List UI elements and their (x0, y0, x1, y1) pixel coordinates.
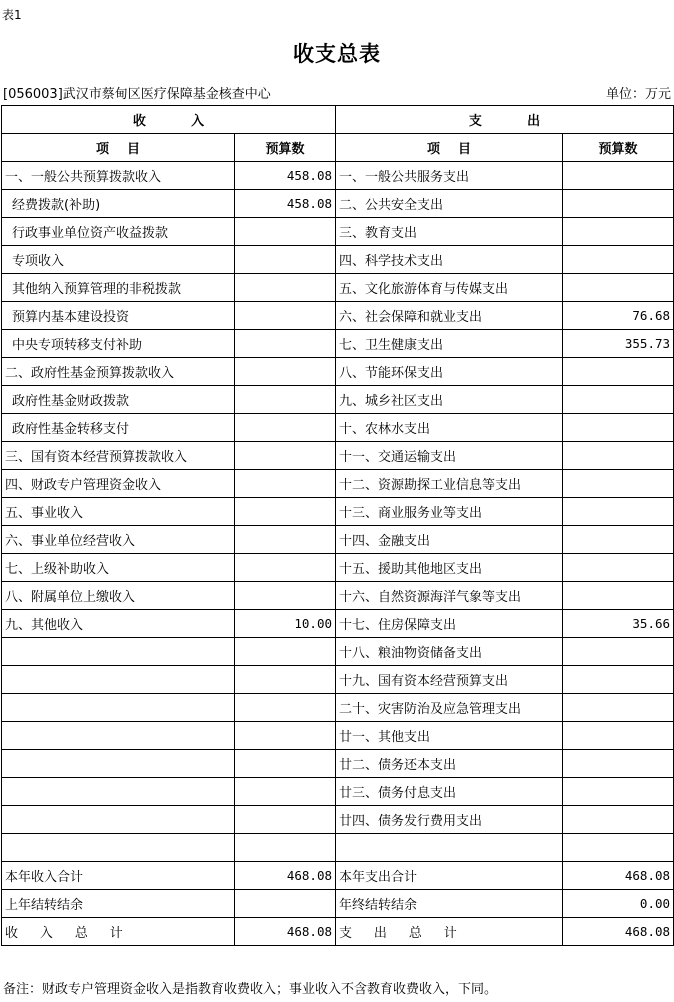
income-amount-cell (235, 526, 336, 554)
expense-amount-cell (563, 358, 674, 386)
expense-header: 支 出 (336, 106, 674, 134)
expense-item-cell: 四、科学技术支出 (336, 246, 563, 274)
income-budget-header: 预算数 (235, 134, 336, 162)
table-row (2, 162, 674, 190)
expense-amount-cell (563, 274, 674, 302)
table-row (2, 638, 674, 666)
table-row (2, 358, 674, 386)
expense-amount-cell (563, 806, 674, 834)
expense-item-cell: 七、卫生健康支出 (336, 330, 563, 358)
income-item-cell: 七、上级补助收入 (2, 554, 235, 582)
expense-item-cell: 六、社会保障和就业支出 (336, 302, 563, 330)
table-row (2, 890, 674, 918)
footnote: 备注：财政专户管理资金收入是指教育收费收入；事业收入不含教育收费收入，下同。 (3, 982, 498, 997)
income-amount-cell (235, 750, 336, 778)
expense-amount-cell: 76.68 (563, 302, 674, 330)
budget-summary-table (1, 105, 674, 946)
expense-amount-cell (563, 218, 674, 246)
expense-amount-cell (563, 694, 674, 722)
income-item-header: 项 目 (2, 134, 235, 162)
income-amount-cell (235, 778, 336, 806)
table-row (2, 750, 674, 778)
income-amount-cell (235, 554, 336, 582)
income-item-cell: 二、政府性基金预算拨款收入 (2, 358, 235, 386)
income-amount-cell (235, 806, 336, 834)
income-amount-cell: 10.00 (235, 610, 336, 638)
expense-amount-cell (563, 246, 674, 274)
expense-amount-cell (563, 442, 674, 470)
header-row-sections (2, 106, 674, 134)
table-row (2, 246, 674, 274)
expense-item-cell: 十二、资源勘探工业信息等支出 (336, 470, 563, 498)
income-item-cell: 行政事业单位资产收益拨款 (2, 218, 235, 246)
income-amount-cell (235, 666, 336, 694)
table-row (2, 834, 674, 862)
expense-amount-cell: 468.08 (563, 862, 674, 890)
expense-item-cell: 本年支出合计 (336, 862, 563, 890)
income-item-cell (2, 666, 235, 694)
expense-item-cell: 十四、金融支出 (336, 526, 563, 554)
table-row (2, 778, 674, 806)
page-title: 收支总表 (293, 41, 381, 66)
expense-item-cell: 一、一般公共服务支出 (336, 162, 563, 190)
income-item-cell: 一、一般公共预算拨款收入 (2, 162, 235, 190)
expense-item-cell: 十八、粮油物资储备支出 (336, 638, 563, 666)
table-row (2, 302, 674, 330)
income-amount-cell (235, 302, 336, 330)
expense-item-cell: 十一、交通运输支出 (336, 442, 563, 470)
table-row (2, 442, 674, 470)
income-item-cell: 上年结转结余 (2, 890, 235, 918)
expense-amount-cell (563, 778, 674, 806)
table-row (2, 806, 674, 834)
income-item-cell: 收 入 总 计 (2, 918, 235, 946)
income-item-cell: 其他纳入预算管理的非税拨款 (2, 274, 235, 302)
income-item-cell: 政府性基金转移支付 (2, 414, 235, 442)
income-item-cell: 四、财政专户管理资金收入 (2, 470, 235, 498)
income-item-cell: 九、其他收入 (2, 610, 235, 638)
income-amount-cell: 458.08 (235, 162, 336, 190)
expense-item-cell: 八、节能环保支出 (336, 358, 563, 386)
expense-item-cell: 十五、援助其他地区支出 (336, 554, 563, 582)
table-row (2, 274, 674, 302)
income-item-cell: 本年收入合计 (2, 862, 235, 890)
expense-amount-cell (563, 470, 674, 498)
income-item-cell (2, 722, 235, 750)
income-amount-cell (235, 582, 336, 610)
income-item-cell: 五、事业收入 (2, 498, 235, 526)
income-item-cell: 政府性基金财政拨款 (2, 386, 235, 414)
income-item-cell: 中央专项转移支付补助 (2, 330, 235, 358)
income-item-cell (2, 694, 235, 722)
expense-amount-cell (563, 162, 674, 190)
income-amount-cell (235, 358, 336, 386)
expense-amount-cell: 355.73 (563, 330, 674, 358)
expense-item-cell (336, 834, 563, 862)
expense-item-cell: 十七、住房保障支出 (336, 610, 563, 638)
table-row (2, 722, 674, 750)
table-row (2, 694, 674, 722)
header-row-columns (2, 134, 674, 162)
expense-amount-cell (563, 666, 674, 694)
expense-item-header: 项 目 (336, 134, 563, 162)
unit-label: 单位：万元 (605, 87, 671, 102)
table-row (2, 330, 674, 358)
income-amount-cell (235, 274, 336, 302)
expense-item-cell: 二、公共安全支出 (336, 190, 563, 218)
expense-amount-cell: 468.08 (563, 918, 674, 946)
expense-amount-cell (563, 386, 674, 414)
expense-item-cell: 二十、灾害防治及应急管理支出 (336, 694, 563, 722)
income-amount-cell (235, 470, 336, 498)
expense-amount-cell: 0.00 (563, 890, 674, 918)
table-row (2, 498, 674, 526)
expense-item-cell: 廿二、债务还本支出 (336, 750, 563, 778)
table-label: 表1 (2, 8, 22, 22)
income-amount-cell (235, 694, 336, 722)
income-amount-cell (235, 638, 336, 666)
table-row (2, 666, 674, 694)
expense-amount-cell (563, 526, 674, 554)
expense-item-cell: 十九、国有资本经营预算支出 (336, 666, 563, 694)
expense-amount-cell (563, 750, 674, 778)
income-amount-cell (235, 246, 336, 274)
income-amount-cell (235, 442, 336, 470)
expense-item-cell: 三、教育支出 (336, 218, 563, 246)
income-item-cell (2, 806, 235, 834)
income-amount-cell (235, 498, 336, 526)
expense-amount-cell (563, 834, 674, 862)
income-amount-cell (235, 890, 336, 918)
income-item-cell: 经费拨款(补助) (2, 190, 235, 218)
income-item-cell: 专项收入 (2, 246, 235, 274)
expense-item-cell: 廿三、债务付息支出 (336, 778, 563, 806)
table-row (2, 554, 674, 582)
income-amount-cell (235, 834, 336, 862)
unit-name: [056003]武汉市蔡甸区医疗保障基金核查中心 (3, 87, 271, 102)
table-row (2, 862, 674, 890)
income-item-cell (2, 750, 235, 778)
expense-item-cell: 年终结转结余 (336, 890, 563, 918)
table-row (2, 582, 674, 610)
expense-budget-header: 预算数 (563, 134, 674, 162)
expense-amount-cell: 35.66 (563, 610, 674, 638)
income-amount-cell (235, 722, 336, 750)
table-row (2, 526, 674, 554)
income-item-cell: 八、附属单位上缴收入 (2, 582, 235, 610)
expense-item-cell: 五、文化旅游体育与传媒支出 (336, 274, 563, 302)
income-amount-cell (235, 330, 336, 358)
income-amount-cell (235, 414, 336, 442)
table-row (2, 610, 674, 638)
table-row (2, 218, 674, 246)
table-row (2, 386, 674, 414)
table-row (2, 414, 674, 442)
income-amount-cell: 468.08 (235, 918, 336, 946)
income-amount-cell: 458.08 (235, 190, 336, 218)
expense-amount-cell (563, 414, 674, 442)
expense-amount-cell (563, 638, 674, 666)
table-row (2, 470, 674, 498)
income-item-cell (2, 638, 235, 666)
expense-amount-cell (563, 498, 674, 526)
expense-item-cell: 十、农林水支出 (336, 414, 563, 442)
expense-item-cell: 支 出 总 计 (336, 918, 563, 946)
income-item-cell: 预算内基本建设投资 (2, 302, 235, 330)
income-item-cell (2, 778, 235, 806)
income-amount-cell (235, 218, 336, 246)
expense-amount-cell (563, 722, 674, 750)
income-item-cell: 三、国有资本经营预算拨款收入 (2, 442, 235, 470)
income-amount-cell: 468.08 (235, 862, 336, 890)
expense-amount-cell (563, 190, 674, 218)
expense-amount-cell (563, 554, 674, 582)
income-item-cell (2, 834, 235, 862)
expense-item-cell: 廿四、债务发行费用支出 (336, 806, 563, 834)
table-row (2, 918, 674, 946)
table-row (2, 190, 674, 218)
income-item-cell: 六、事业单位经营收入 (2, 526, 235, 554)
expense-item-cell: 九、城乡社区支出 (336, 386, 563, 414)
expense-item-cell: 廿一、其他支出 (336, 722, 563, 750)
expense-item-cell: 十三、商业服务业等支出 (336, 498, 563, 526)
expense-amount-cell (563, 582, 674, 610)
income-header: 收 入 (2, 106, 336, 134)
expense-item-cell: 十六、自然资源海洋气象等支出 (336, 582, 563, 610)
income-amount-cell (235, 386, 336, 414)
